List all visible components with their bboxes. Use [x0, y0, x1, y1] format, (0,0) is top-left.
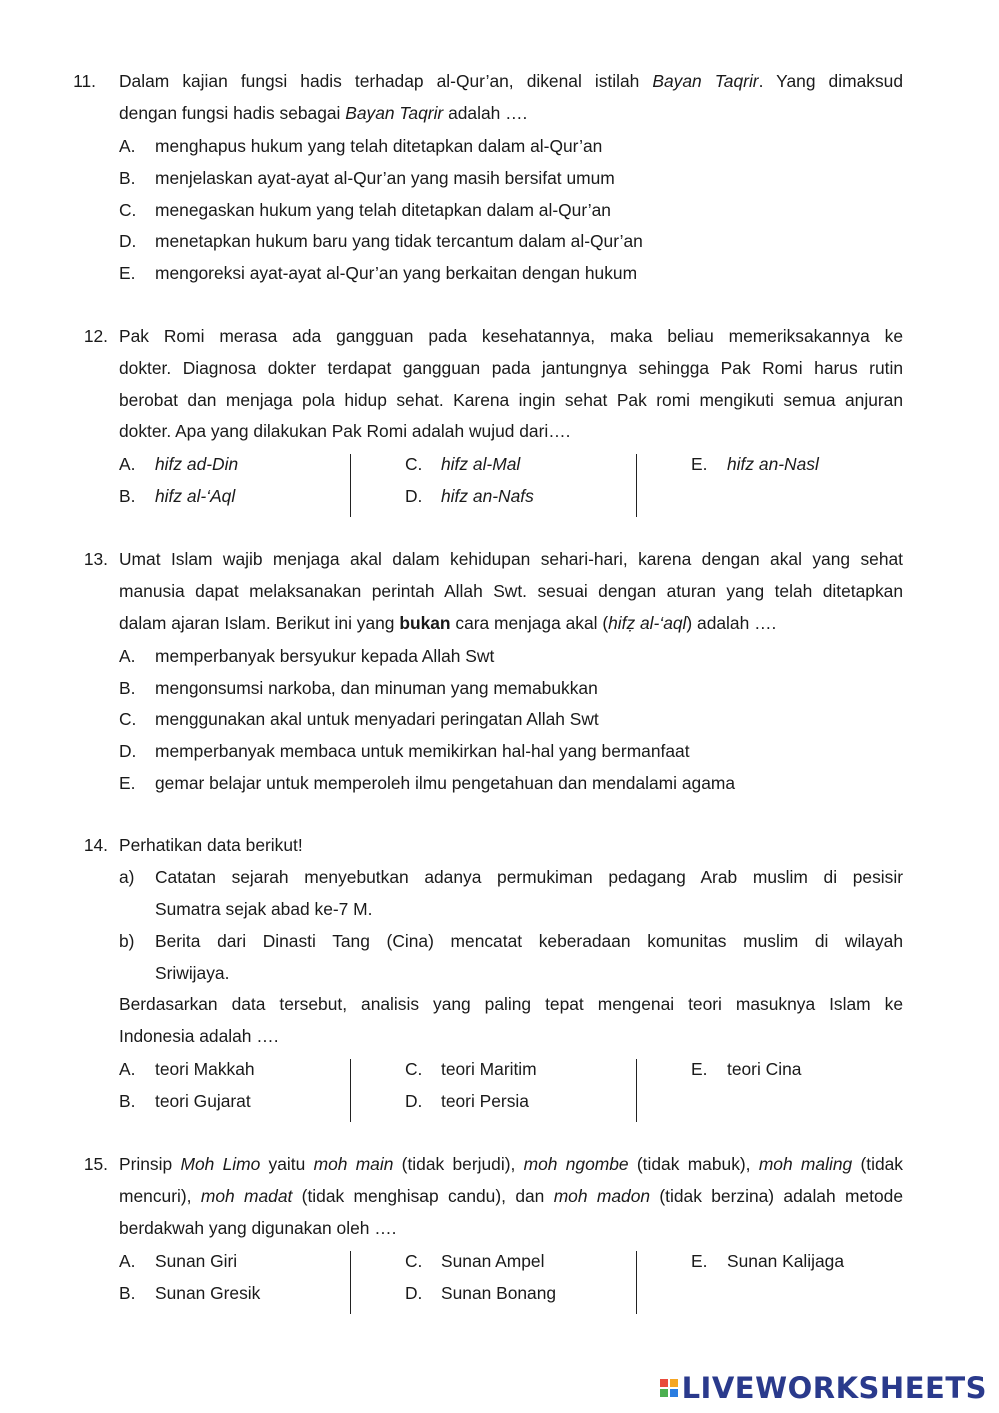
option-b[interactable]: B. mengonsumsi narkoba, dan minuman yang memabukkan: [119, 678, 598, 698]
option-c[interactable]: C. menggunakan akal untuk menyadari peringatan Allah Swt: [119, 709, 599, 729]
column-divider: [350, 1251, 351, 1314]
column-divider: [636, 1059, 637, 1122]
logo-square: [670, 1389, 678, 1397]
option-d[interactable]: D. Sunan Bonang: [405, 1283, 557, 1303]
question-number: 11.: [73, 71, 96, 91]
logo-text: LIVEWORKSHEETS: [681, 1371, 987, 1405]
option-c[interactable]: C. teori Maritim: [405, 1059, 537, 1079]
option-c[interactable]: C. hifz al-Mal: [405, 454, 521, 474]
option-b[interactable]: B. hifz al-‘Aql: [119, 486, 236, 506]
question-text: Prinsip Moh Limo yaitu moh main (tidak berjudi), moh ngombe (tidak mabuk), moh maling (tidak mencuri), moh madat (tidak menghisap candu), dan moh madon (tidak berzina) adalah metode berdakwah yang digunakan oleh ….: [119, 1154, 903, 1238]
option-a[interactable]: A. memperbanyak bersyukur kepada Allah Swt: [119, 646, 495, 666]
question-number: 14.: [83, 835, 108, 855]
option-e[interactable]: E. teori Cina: [691, 1059, 802, 1079]
option-b[interactable]: B. teori Gujarat: [119, 1091, 251, 1111]
logo-square: [660, 1379, 668, 1387]
question-number: 12.: [83, 326, 108, 346]
option-c[interactable]: C. menegaskan hukum yang telah ditetapkan dalam al-Qur’an: [119, 200, 611, 220]
question-number: 15.: [83, 1154, 108, 1174]
column-divider: [636, 1251, 637, 1314]
option-d[interactable]: D. hifz an-Nafs: [405, 486, 534, 506]
liveworksheets-logo: [660, 1372, 987, 1404]
option-e[interactable]: E. Sunan Kalijaga: [691, 1251, 844, 1271]
option-a[interactable]: A. Sunan Giri: [119, 1251, 238, 1271]
logo-grid-icon: [660, 1379, 678, 1397]
option-e[interactable]: E. mengoreksi ayat-ayat al-Qur’an yang berkaitan dengan hukum: [119, 263, 638, 283]
data-item-a: a) Catatan sejarah menyebutkan adanya permukiman pedagang Arab muslim di pesisir Sumatra sejak abad ke-7 M.: [119, 867, 903, 919]
column-divider: [350, 454, 351, 517]
option-d[interactable]: D. memperbanyak membaca untuk memikirkan hal-hal yang bermanfaat: [119, 741, 690, 761]
question-text: Pak Romi merasa ada gangguan pada kesehatannya, maka beliau memeriksakannya ke dokter. Diagnosa dokter terdapat gangguan pada jantungnya sehingga Pak Romi harus rutin berobat dan menjaga pola hidup sehat. Karena ingin sehat Pak romi mengikuti semua anjuran dokter. Apa yang dilakukan Pak Romi adalah wujud dari….: [119, 326, 903, 442]
column-divider: [636, 454, 637, 517]
option-d[interactable]: D. teori Persia: [405, 1091, 529, 1111]
option-c[interactable]: C. Sunan Ampel: [405, 1251, 545, 1271]
logo-square: [660, 1389, 668, 1397]
option-a[interactable]: A. menghapus hukum yang telah ditetapkan dalam al-Qur’an: [119, 136, 603, 156]
logo-square: [670, 1379, 678, 1387]
option-e[interactable]: E. hifz an-Nasl: [691, 454, 819, 474]
question-intro: Perhatikan data berikut!: [119, 835, 303, 855]
question-number: 13.: [83, 549, 108, 569]
option-e[interactable]: E. gemar belajar untuk memperoleh ilmu pengetahuan dan mendalami agama: [119, 773, 736, 793]
option-d[interactable]: D. menetapkan hukum baru yang tidak tercantum dalam al-Qur’an: [119, 231, 643, 251]
option-a[interactable]: A. teori Makkah: [119, 1059, 255, 1079]
option-b[interactable]: B. Sunan Gresik: [119, 1283, 261, 1303]
data-item-b: b) Berita dari Dinasti Tang (Cina) mencatat keberadaan komunitas muslim di wilayah Sriwijaya.: [119, 931, 903, 983]
column-divider: [350, 1059, 351, 1122]
question-text: Berdasarkan data tersebut, analisis yang paling tepat mengenai teori masuknya Islam ke Indonesia adalah ….: [119, 994, 903, 1046]
question-text: Umat Islam wajib menjaga akal dalam kehidupan sehari-hari, karena dengan akal yang sehat manusia dapat melaksanakan perintah Allah Swt. sesuai dengan aturan yang telah ditetapkan dalam ajaran Islam. Berikut ini yang bukan cara menjaga akal (hifẓ al-‘aql) adalah ….: [119, 549, 903, 633]
option-a[interactable]: A. hifz ad-Din: [119, 454, 239, 474]
option-b[interactable]: B. menjelaskan ayat-ayat al-Qur’an yang masih bersifat umum: [119, 168, 615, 188]
question-text: Dalam kajian fungsi hadis terhadap al-Qur’an, dikenal istilah Bayan Taqrir. Yang dimaksud dengan fungsi hadis sebagai Bayan Taqrir adalah ….: [119, 71, 903, 123]
